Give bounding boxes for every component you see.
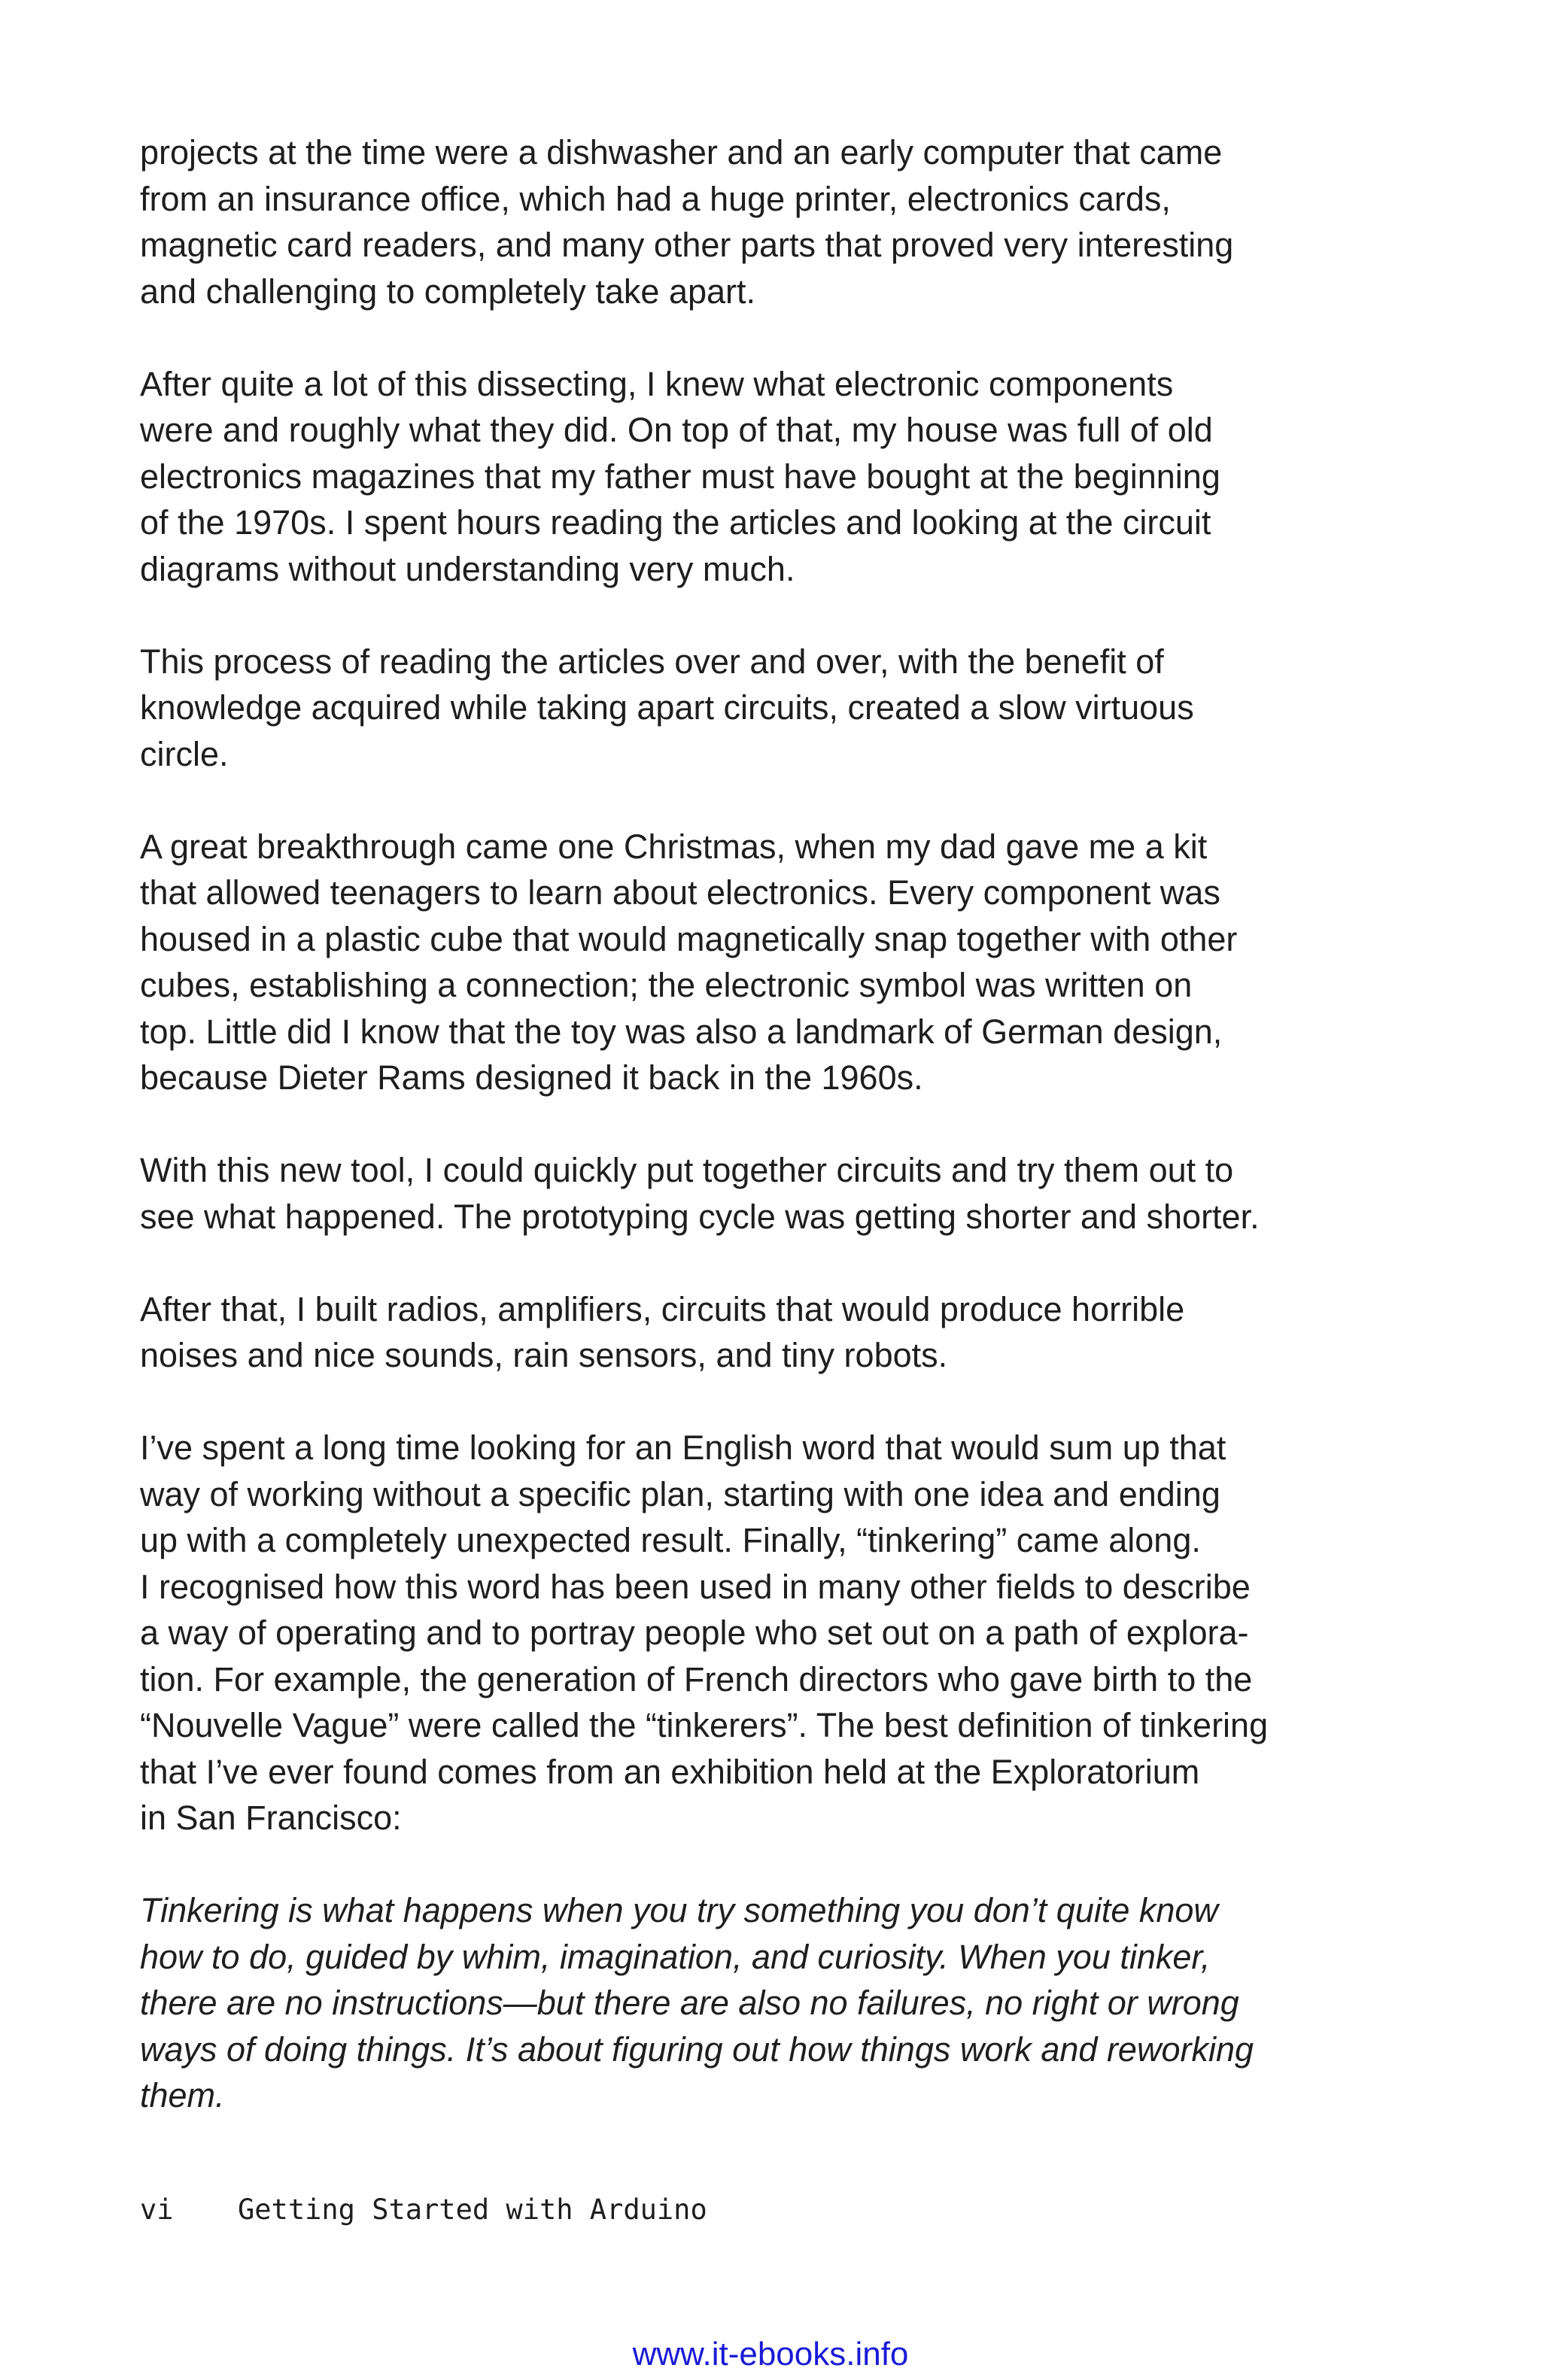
text-line: that I’ve ever found comes from an exhibition held at the Exploratorium [140,1752,1200,1791]
text-line: way of working without a specific plan, starting with one idea and ending [140,1474,1220,1513]
watermark-link[interactable]: www.it-ebooks.info [632,2336,909,2372]
page-footer [140,2193,707,2227]
text-line: noises and nice sounds, rain sensors, and tiny robots. [140,1336,948,1374]
text-line: there are no instructions—but there are also no failures, no right or wrong [140,1984,1239,2022]
paragraph [140,361,1329,593]
text-line: knowledge acquired while taking apart circuits, created a slow virtuous [140,688,1194,727]
text-line: housed in a plastic cube that would magnetically snap together with other [140,919,1238,958]
text-line: because Dieter Rams designed it back in the 1960s. [140,1058,923,1097]
text-line: see what happened. The prototyping cycle was getting shorter and shorter. [140,1197,1260,1236]
paragraph [140,824,1329,1101]
text-line: With this new tool, I could quickly put together circuits and try them out to [140,1151,1234,1189]
paragraph [140,1425,1329,1841]
text-line: from an insurance office, which had a huge printer, electronics cards, [140,179,1171,218]
text-line: that allowed teenagers to learn about electronics. Every component was [140,873,1220,912]
text-line: After quite a lot of this dissecting, I knew what electronic components [140,364,1174,403]
text-line: electronics magazines that my father must have bought at the beginning [140,457,1220,496]
text-line: I recognised how this word has been used in many other fields to describe [140,1567,1251,1606]
page-number: vi [140,2193,174,2226]
text-line: how to do, guided by whim, imagination, and curiosity. When you tinker, [140,1937,1211,1976]
paragraph [140,1147,1329,1240]
running-title: Getting Started with Arduino [238,2193,707,2226]
text-line: magnetic card readers, and many other parts that proved very interesting [140,226,1234,264]
text-line: in San Francisco: [140,1799,402,1837]
paragraph [140,129,1329,314]
text-line: Tinkering is what happens when you try something you don’t quite know [140,1891,1218,1929]
text-line: up with a completely unexpected result. Finally, “tinkering” came along. [140,1521,1201,1559]
text-line: projects at the time were a dishwasher and an early computer that came [140,133,1223,172]
text-line: I’ve spent a long time looking for an English word that would sum up that [140,1428,1226,1467]
text-line: were and roughly what they did. On top of that, my house was full of old [140,411,1213,449]
text-line: “Nouvelle Vague” were called the “tinkerers”. The best definition of tinkering [140,1706,1269,1744]
text-line: circle. [140,734,229,773]
text-line: diagrams without understanding very much. [140,549,795,588]
text-line: ways of doing things. It’s about figuring out how things work and reworking [140,2029,1254,2069]
text-line: After that, I built radios, amplifiers, circuits that would produce horrible [140,1289,1185,1328]
text-line: cubes, establishing a connection; the electronic symbol was written on [140,966,1193,1004]
text-line: A great breakthrough came one Christmas, when my dad gave me a kit [140,827,1208,866]
text-line: This process of reading the articles over and over, with the benefit of [140,642,1164,681]
text-line: and challenging to completely take apart. [140,272,756,311]
body-text [140,129,1329,2165]
text-line: top. Little did I know that the toy was also a landmark of German design, [140,1012,1223,1051]
text-line: of the 1970s. I spent hours reading the articles and looking at the circuit [140,503,1211,542]
paragraph [140,1286,1329,1379]
text-line: tion. For example, the generation of French directors who gave birth to the [140,1659,1253,1698]
block-quote [140,1887,1329,2119]
paragraph [140,639,1329,778]
text-line: them. [140,2076,225,2114]
text-line: a way of operating and to portray people who set out on a path of explora- [140,1613,1249,1652]
